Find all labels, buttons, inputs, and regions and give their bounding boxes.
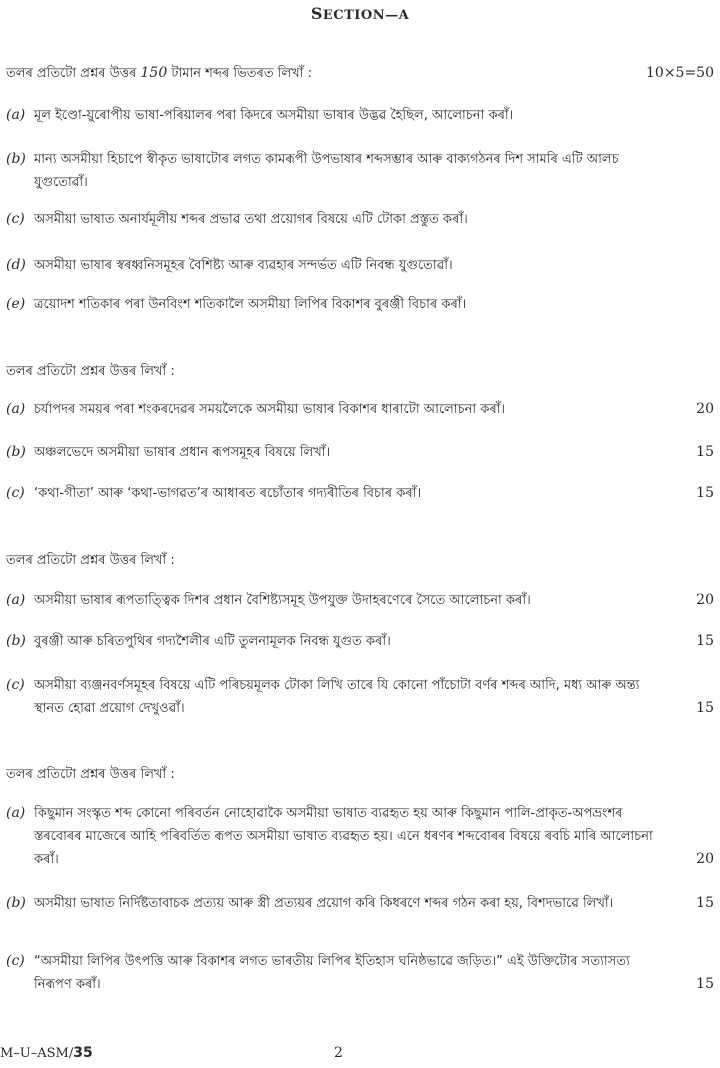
question-4c: (c) “অসমীয়া লিপিৰ উৎপত্তি আৰু বিকাশৰ লগত ভাৰতীয় লিপিৰ ইতিহাস ঘনিষ্ঠভাৱে জড়িত।” এই উক্তিটোৰ সত্যাসত্য নিৰূপণ কৰাঁ। 15: [6, 950, 714, 996]
question-1b: (b) মান্য অসমীয়া হিচাপে স্বীকৃত ভাষাটোৰ লগত কামৰূপী উপভাষাৰ শব্দসম্ভাৰ আৰু বাক্যগঠনৰ দিশ সামৰি এটি আলচ যুগুতোৱাঁ।: [6, 151, 619, 190]
question-3-heading: তলৰ প্ৰতিটো প্ৰশ্নৰ উত্তৰ লিখাঁ :: [6, 553, 175, 568]
question-3a: (a) অসমীয়া ভাষাৰ ৰূপতাত্ত্বিক দিশৰ প্ৰধান বৈশিষ্ট্যসমূহ উপযুক্ত উদাহৰণেৰে সৈতে আলোচনা কৰাঁ। 20: [6, 589, 714, 612]
question-2a: (a) চৰ্যাপদৰ সময়ৰ পৰা শংকৰদেৱৰ সময়লৈকে অসমীয়া ভাষাৰ বিকাশৰ ধাৰাটো আলোচনা কৰাঁ। 20: [6, 398, 714, 421]
question-1-heading: তলৰ প্ৰতিটো প্ৰশ্নৰ উত্তৰ 150 টামান শব্দৰ ভিতৰত লিখাঁ : 10×5=50: [6, 65, 714, 81]
page-number: 2: [334, 1045, 343, 1061]
question-1a: (a) মূল ইণ্ডো-য়ুৰোপীয় ভাষা-পৰিয়ালৰ পৰা কিদৰে অসমীয়া ভাষাৰ উদ্ভৱ হৈছিল, আলোচনা কৰাঁ।: [6, 107, 514, 123]
question-1c: (c) অসমীয়া ভাষাত অনাৰ্যমূলীয় শব্দৰ প্ৰভাৱ তথা প্ৰয়োগৰ বিষয়ে এটি টোকা প্ৰস্তুত কৰাঁ।: [6, 211, 468, 227]
question-4-heading: তলৰ প্ৰতিটো প্ৰশ্নৰ উত্তৰ লিখাঁ :: [6, 767, 175, 782]
section-title: SECTION—A: [310, 4, 410, 23]
question-3a-marks: 20: [696, 592, 714, 608]
question-3c-marks: 15: [696, 700, 714, 716]
question-2c: (c) ‘কথা-গীতা’ আৰু ‘কথা-ভাগৱত’ৰ আধাৰত ৰচোঁতাৰ গদ্যৰীতিৰ বিচাৰ কৰাঁ। 15: [6, 482, 714, 505]
question-3b: (b) বুৰঞ্জী আৰু চৰিতপুথিৰ গদ্যশৈলীৰ এটি তুলনামূলক নিবন্ধ যুগুত কৰাঁ। 15: [6, 630, 714, 653]
question-4b: (b) অসমীয়া ভাষাত নিৰ্দিষ্টতাবাচক প্ৰত্যয় আৰু স্ত্ৰী প্ৰত্যয়ৰ প্ৰয়োগ কৰি কিধৰণে শব্দৰ গঠন কৰা হয়, বিশদভাৱে লিখাঁ। 15: [6, 892, 714, 915]
question-2b: (b) অঞ্চলভেদে অসমীয়া ভাষাৰ প্ৰধান ৰূপসমূহৰ বিষয়ে লিখাঁ। 15: [6, 441, 714, 464]
paper-code: M–U–ASM/35: [0, 1045, 93, 1061]
question-4a: (a) কিছুমান সংস্কৃত শব্দ কোনো পৰিবৰ্তন নোহোৱাকৈ অসমীয়া ভাষাত ব্যৱহৃত হয় আৰু কিছুমান পালি-প্ৰাকৃত-অপভ্ৰংশৰ স্তৰবোৰৰ মাজেৰে আহি পৰিবৰ্তিত ৰূপত অসমীয়া ভাষাত ব্যৱহৃত হয়। এনে ধৰণৰ শব্দবোৰৰ বিষয়ে ৰবচি মাৰি আলোচনা কৰাঁ। 20: [6, 802, 714, 871]
question-1-marks: 10×5=50: [646, 65, 714, 81]
question-4a-marks: 20: [696, 851, 714, 867]
question-4c-marks: 15: [696, 976, 714, 992]
question-1e: (e) ত্ৰয়োদশ শতিকাৰ পৰা উনবিংশ শতিকালৈ অসমীয়া লিপিৰ বিকাশৰ বুৰঞ্জী বিচাৰ কৰাঁ।: [6, 296, 467, 312]
question-2a-marks: 20: [696, 401, 714, 417]
question-4b-marks: 15: [696, 895, 714, 911]
question-3b-marks: 15: [696, 633, 714, 649]
question-2-heading: তলৰ প্ৰতিটো প্ৰশ্নৰ উত্তৰ লিখাঁ :: [6, 364, 175, 379]
question-3c: (c) অসমীয়া ব্যঞ্জনবৰ্ণসমূহৰ বিষয়ে এটি পৰিচয়মূলক টোকা লিখি তাৰে যি কোনো পাঁচোটা বৰ্ণৰ শব্দৰ আদি, মধ্য আৰু অন্ত্য স্থানত হোৱা প্ৰয়োগ দেখুওৱাঁ। 15: [6, 674, 714, 720]
question-1d: (d) অসমীয়া ভাষাৰ স্বৰধ্বনিসমূহৰ বৈশিষ্ট্য আৰু ব্যৱহাৰ সন্দৰ্ভত এটি নিবন্ধ যুগুতোৱাঁ।: [6, 257, 453, 273]
question-2b-marks: 15: [696, 444, 714, 460]
question-2c-marks: 15: [696, 485, 714, 501]
